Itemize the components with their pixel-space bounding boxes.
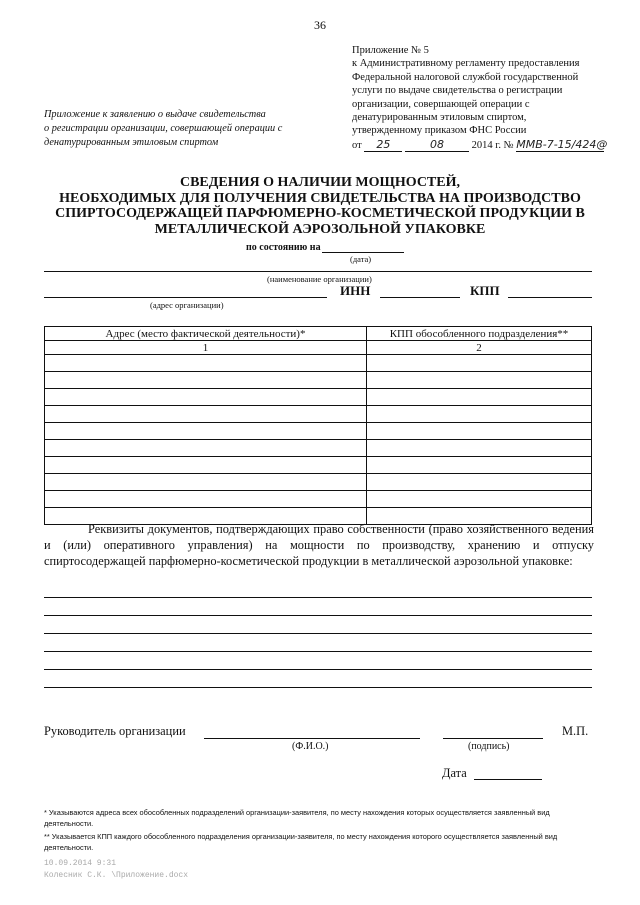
print-stamp [44, 858, 188, 882]
head-label: Руководитель организации [44, 724, 186, 738]
facilities-table [44, 326, 592, 525]
inn-field[interactable] [380, 297, 460, 298]
documents-field-line[interactable] [44, 651, 592, 652]
address-cell[interactable] [45, 491, 367, 508]
documents-field-line[interactable] [44, 669, 592, 670]
org-name-field[interactable] [44, 271, 592, 272]
address-cell[interactable] [45, 372, 367, 389]
address-cell[interactable] [45, 440, 367, 457]
stamp-label: М.П. [562, 724, 589, 738]
page-number: 36 [314, 18, 326, 32]
footnote: * Указываются адреса всех обособленных подразделений организации-заявителя, по месту нахождения которых осуществляется заявленный вид деятельности. [44, 808, 550, 828]
title-line: МЕТАЛЛИЧЕСКОЙ АЭРОЗОЛЬНОЙ УПАКОВКЕ [154, 221, 486, 237]
side-note-line: Приложение к заявлению о выдаче свидетельства [44, 109, 266, 120]
order-day: 25 [364, 138, 402, 152]
address-cell[interactable] [45, 423, 367, 440]
table-row [45, 423, 592, 440]
fio-field[interactable] [204, 738, 420, 739]
kpp-label: КПП [470, 283, 500, 298]
documents-field-line[interactable] [44, 597, 592, 598]
date-field[interactable] [474, 779, 542, 780]
kpp-cell[interactable] [367, 355, 592, 372]
order-year: 2014 г. № [471, 139, 514, 151]
kpp-cell[interactable] [367, 457, 592, 474]
appendix-line: утвержденному приказом ФНС России [352, 125, 527, 137]
kpp-cell[interactable] [367, 372, 592, 389]
appendix-header [352, 44, 632, 152]
table-row [45, 457, 592, 474]
kpp-cell[interactable] [367, 440, 592, 457]
table-header-row [45, 327, 592, 341]
address-cell[interactable] [45, 406, 367, 423]
address-cell[interactable] [45, 474, 367, 491]
date-label: Дата [442, 766, 467, 780]
documents-field-line[interactable] [44, 633, 592, 634]
org-address-field[interactable] [44, 297, 327, 298]
documents-paragraph [44, 521, 594, 570]
order-number: ММВ-7-15/424@ [516, 137, 608, 151]
appendix-line: денатурированным этиловым спиртом, [352, 112, 527, 124]
table-row [45, 406, 592, 423]
side-note-line: о регистрации организации, совершающей операции с [44, 122, 283, 134]
appendix-line: Приложение № 5 [352, 45, 429, 56]
print-stamp-line: 10.09.2014 9:31 [44, 859, 117, 868]
order-date-line [352, 138, 632, 152]
as-of-label: по состоянию на [246, 242, 321, 253]
column-number: 1 [45, 341, 367, 355]
table-number-row [45, 341, 592, 355]
date-caption: (дата) [350, 254, 372, 264]
title-line: НЕОБХОДИМЫХ ДЛЯ ПОЛУЧЕНИЯ СВИДЕТЕЛЬСТВА НА ПРОИЗВОДСТВО [59, 190, 581, 206]
appendix-line: услуги по выдаче свидетельства о регистрации [352, 85, 563, 97]
address-cell[interactable] [45, 389, 367, 406]
table-row [45, 389, 592, 406]
inn-label: ИНН [340, 283, 371, 298]
kpp-cell[interactable] [367, 389, 592, 406]
document-title [40, 175, 600, 237]
appendix-line: к Административному регламенту предоставления [352, 58, 580, 70]
print-stamp-line: Колесник С.К. \Приложение.docx [44, 871, 189, 880]
side-note-line: денатурированным этиловым спиртом [44, 136, 219, 148]
address-cell[interactable] [45, 355, 367, 372]
org-address-caption: (адрес организации) [150, 300, 224, 310]
title-line: СВЕДЕНИЯ О НАЛИЧИИ МОЩНОСТЕЙ, [179, 175, 460, 190]
address-cell[interactable] [45, 457, 367, 474]
table-row [45, 355, 592, 372]
order-date-prefix: от [352, 139, 362, 151]
column-header-kpp: КПП обособленного подразделения** [367, 327, 592, 341]
table-row [45, 474, 592, 491]
title-line: СПИРТОСОДЕРЖАЩЕЙ ПАРФЮМЕРНО-КОСМЕТИЧЕСКОЙ ПРОДУКЦИИ В [55, 206, 585, 222]
kpp-cell[interactable] [367, 423, 592, 440]
column-number: 2 [367, 341, 592, 355]
column-header-address: Адрес (место фактической деятельности)* [45, 327, 367, 341]
documents-paragraph-text: Реквизиты документов, подтверждающих право собственности (право хозяйственного ведения и (или) оперативного управления) на мощности по производству, хранению и отпуску спиртосодержащей парфюмерно-косметической продукции в металлической аэрозольной упаковке: [44, 522, 594, 569]
table-row [45, 372, 592, 389]
org-name-caption: (наименование организации) [267, 274, 372, 284]
order-month: 08 [405, 138, 469, 152]
as-of-date-field[interactable] [322, 252, 404, 253]
kpp-field[interactable] [508, 297, 592, 298]
appendix-line: Федеральной налоговой службой государственной [352, 71, 579, 83]
kpp-cell[interactable] [367, 406, 592, 423]
kpp-cell[interactable] [367, 474, 592, 491]
signature-field[interactable] [443, 738, 543, 739]
footnote: ** Указывается КПП каждого обособленного подразделения организации-заявителя, по месту нахождения которого осуществляется заявленный вид деятельности. [44, 832, 558, 852]
signature-caption: (подпись) [468, 741, 510, 752]
appendix-line: организации, совершающей операции с [352, 98, 530, 110]
kpp-cell[interactable] [367, 491, 592, 508]
documents-field-line[interactable] [44, 615, 592, 616]
footnotes [44, 808, 599, 853]
side-note [44, 108, 304, 149]
fio-caption: (Ф.И.О.) [292, 741, 329, 752]
table-row [45, 491, 592, 508]
documents-field-line[interactable] [44, 687, 592, 688]
table-row [45, 440, 592, 457]
